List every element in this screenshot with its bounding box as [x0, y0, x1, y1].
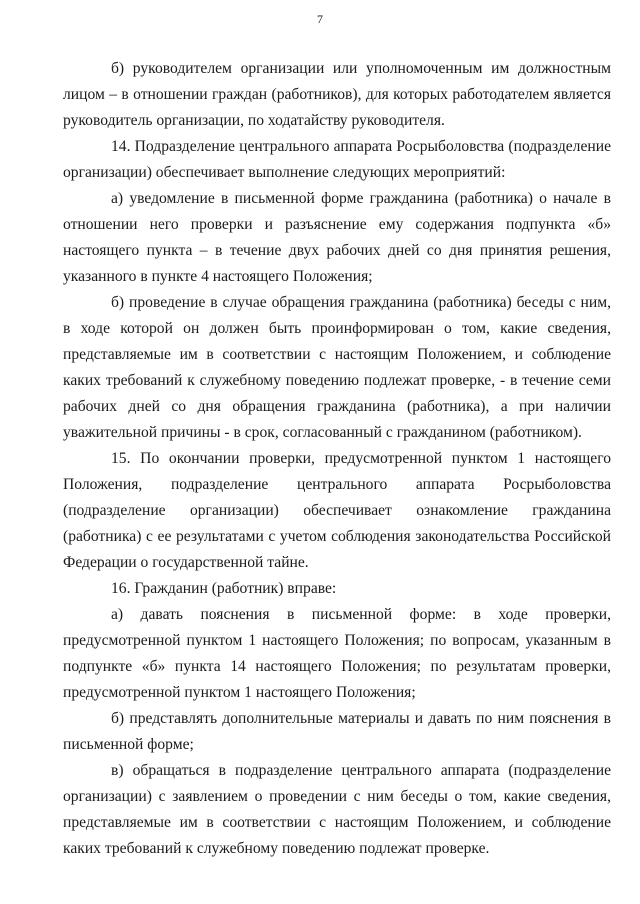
paragraph-15: 15. По окончании проверки, предусмотренной пунктом 1 настоящего Положения, подразделение центрального аппарата Росрыболовства (подразделение организации) обеспечивает ознакомление гражданина (работника) с ее результатами с учетом соблюдения законодательства Российской Федерации о государственной тайне. [63, 450, 611, 571]
paragraph-14a: а) уведомление в письменной форме гражданина (работника) о начале в отношении него проверки и разъяснение ему содержания подпункта «б» настоящего пункта – в течение двух рабочих дней со дня принятия решения, указанного в пункте 4 настоящего Положения; [63, 190, 611, 285]
document-body [63, 56, 611, 862]
paragraph-16: 16. Гражданин (работник) вправе: [111, 580, 337, 597]
paragraph-13b: б) руководителем организации или уполномоченным им должностным лицом – в отношении граждан (работников), для которых работодателем является руководитель организации, по ходатайству руководителя. [63, 60, 611, 129]
paragraph-14b: б) проведение в случае обращения гражданина (работника) беседы с ним, в ходе которой он должен быть проинформирован о том, какие сведения, представляемые им в соответствии с настоящим Положением, и соблюдение каких требований к служебному поведению подлежат проверке, - в течение семи рабочих дней со дня обращения гражданина (работника), а при наличии уважительной причины - в срок, согласованный с гражданином (работником). [63, 294, 611, 441]
page-number: 7 [317, 12, 323, 26]
paragraph-16b: б) представлять дополнительные материалы и давать по ним пояснения в письменной форме; [63, 710, 611, 753]
paragraph-16v: в) обращаться в подразделение центрального аппарата (подразделение организации) с заявлением о проведении с ним беседы о том, какие сведения, представляемые им в соответствии с настоящим Положением, и соблюдение каких требований к служебному поведению подлежат проверке. [63, 762, 611, 857]
paragraph-14: 14. Подразделение центрального аппарата Росрыболовства (подразделение организации) обеспечивает выполнение следующих мероприятий: [63, 138, 611, 181]
paragraph-16a: а) давать пояснения в письменной форме: в ходе проверки, предусмотренной пунктом 1 настоящего Положения; по вопросам, указанным в подпункте «б» пункта 14 настоящего Положения; по результатам проверки, предусмотренной пунктом 1 настоящего Положения; [63, 606, 611, 701]
